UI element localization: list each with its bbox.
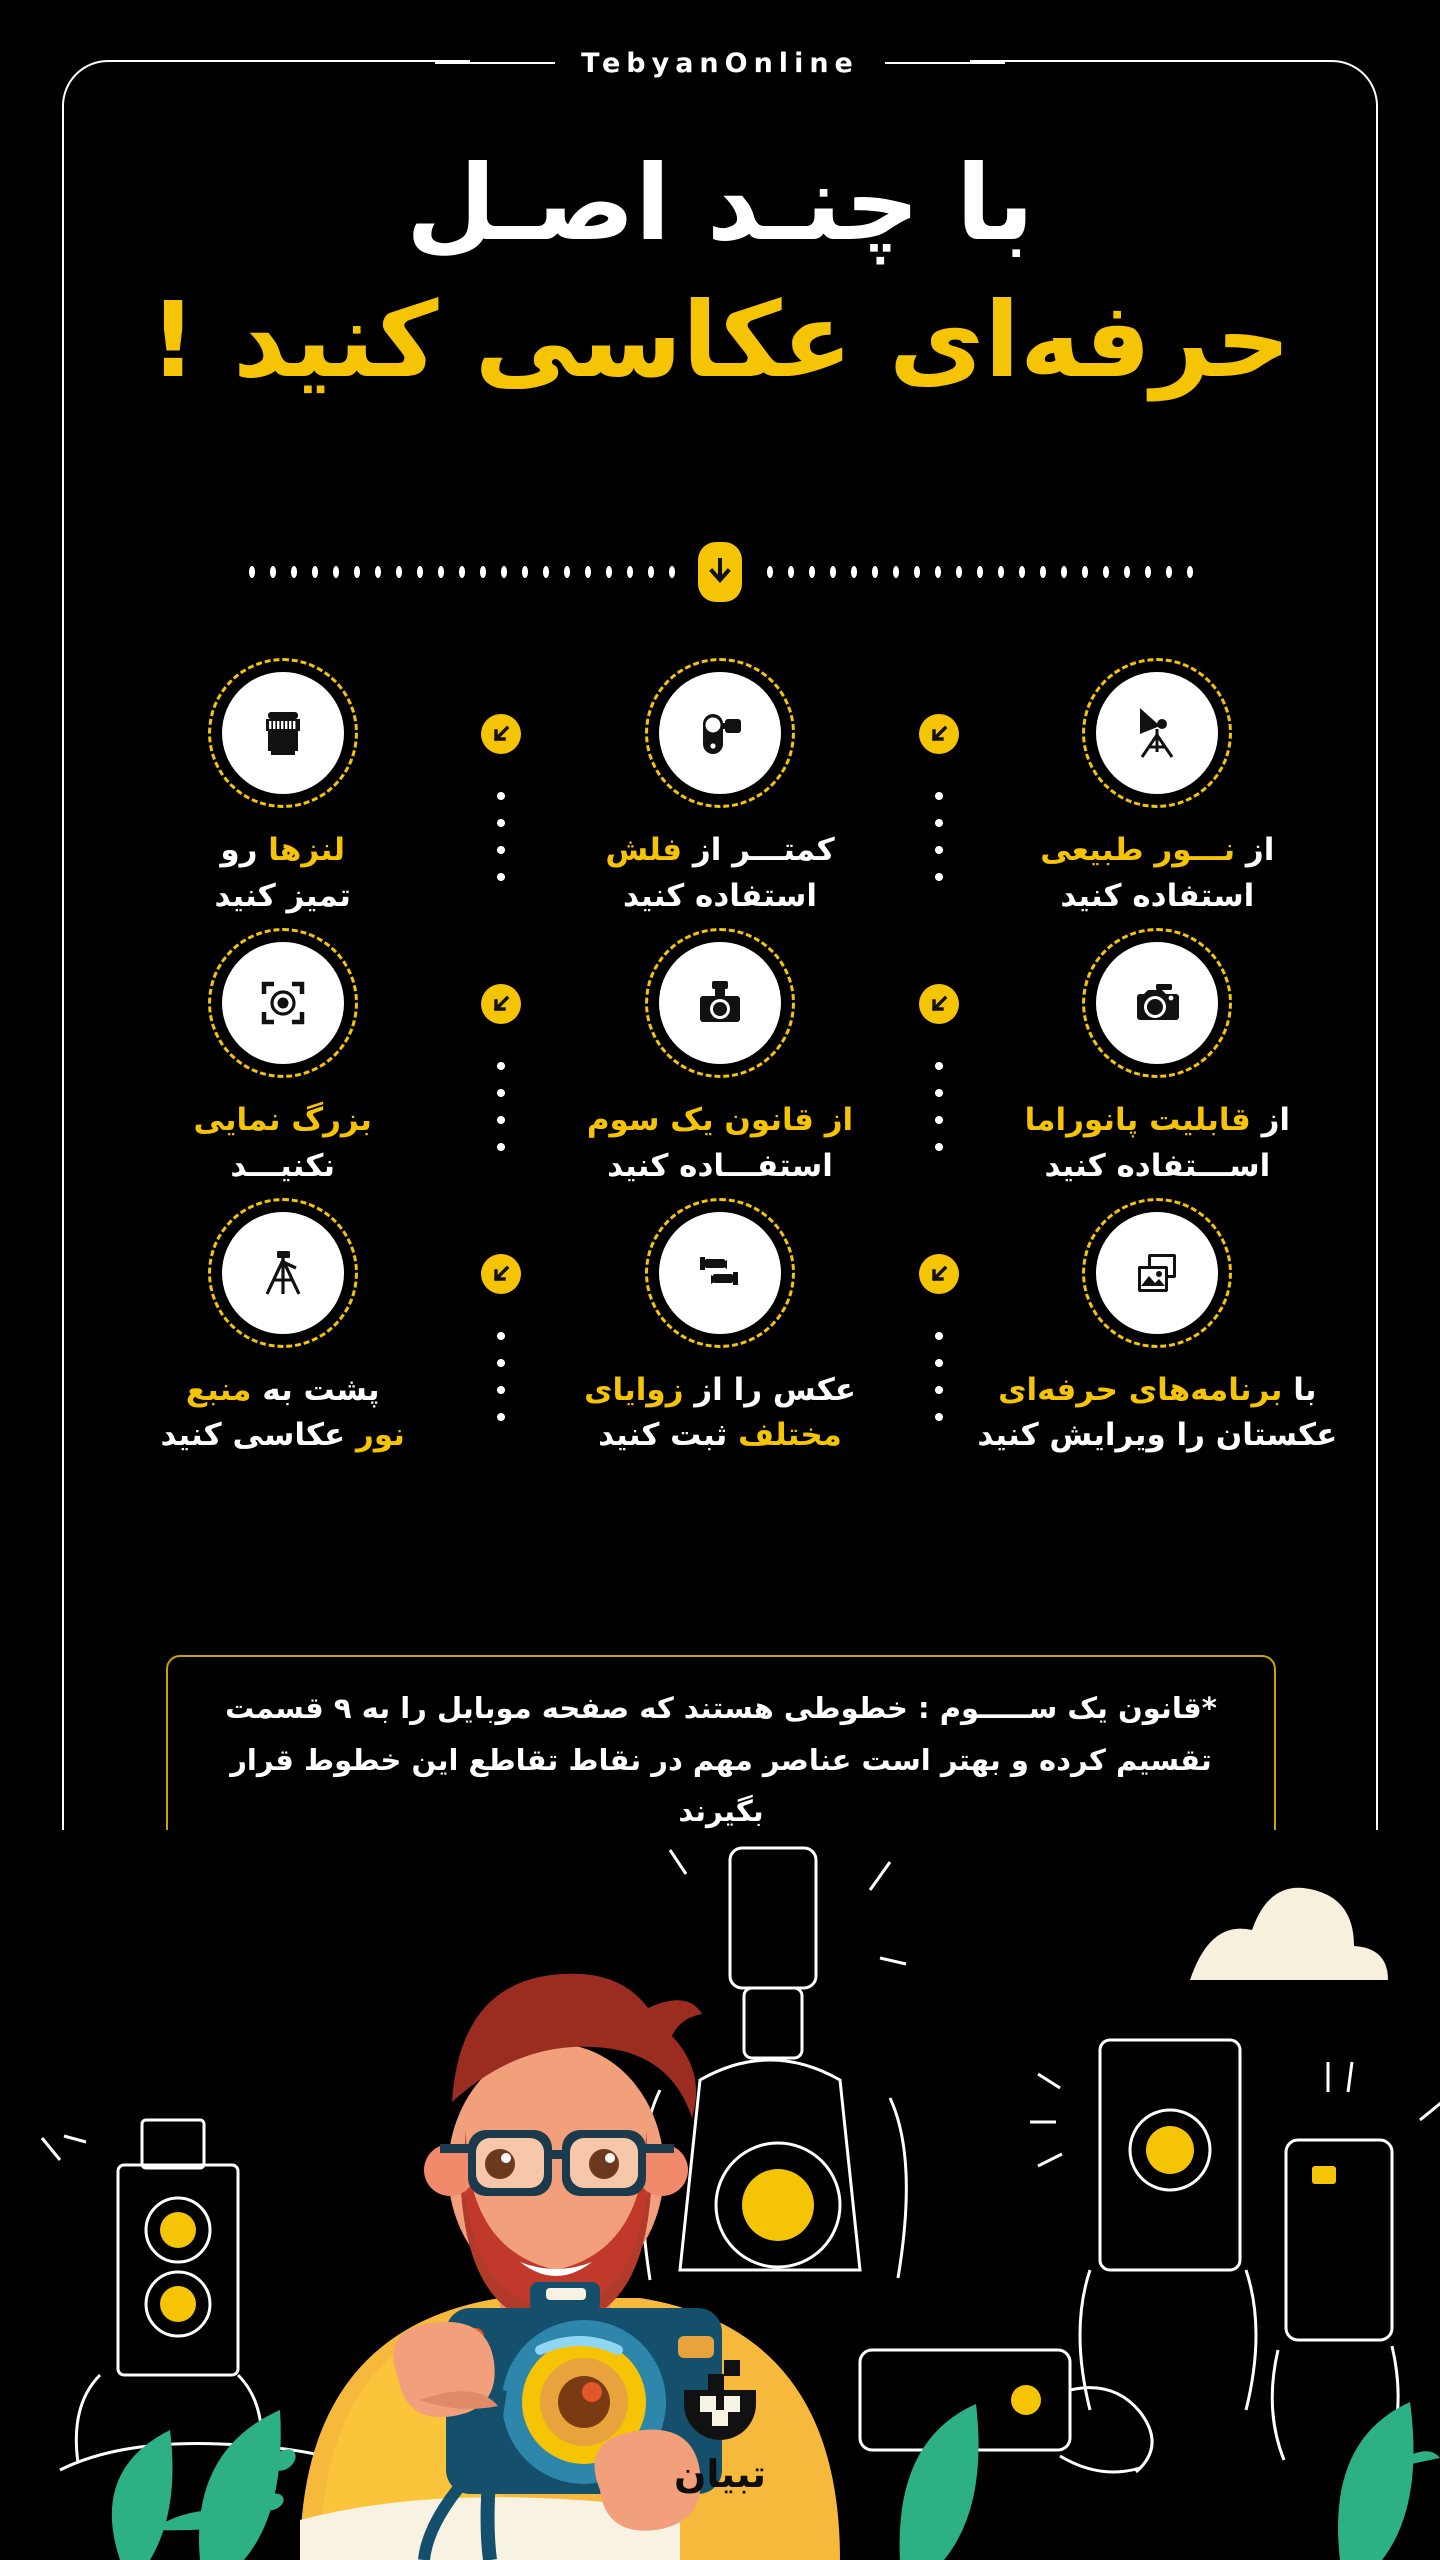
tip-line1-yellow: از قانون یک سوم xyxy=(586,1101,854,1138)
tip-label xyxy=(529,1098,910,1190)
dotted-rule-right xyxy=(764,566,1194,578)
character-hand-right xyxy=(595,2430,701,2531)
logo-wordmark: تبیان xyxy=(674,2452,766,2496)
tip-label xyxy=(967,1368,1348,1460)
connector-dots xyxy=(935,1062,943,1170)
tip-label xyxy=(92,828,473,920)
tip-label xyxy=(967,828,1348,920)
tip-line2-yellow: نور xyxy=(355,1417,405,1454)
photographers-illustration xyxy=(0,1830,1440,2560)
tip-line2-white: تمیز کنید xyxy=(214,877,351,914)
arrow-down-icon xyxy=(698,542,742,602)
illustration-svg xyxy=(0,1830,1440,2560)
tip-line2-white: استفـــاده کنید xyxy=(607,1147,833,1184)
brand-name: TebyanOnline xyxy=(581,47,859,79)
tip-label xyxy=(967,1098,1348,1190)
arrow-down-left-icon xyxy=(481,714,521,754)
tip-no-zoom[interactable] xyxy=(92,920,473,1190)
tip-line1-yellow: لنزها xyxy=(268,832,345,868)
arrow-down-left-icon xyxy=(919,1254,959,1294)
studio-light-icon xyxy=(1096,672,1218,794)
dotted-rule-left xyxy=(246,566,676,578)
brand-rule-left xyxy=(435,62,555,64)
tip-rule-of-thirds[interactable] xyxy=(529,920,910,1190)
tip-less-flash[interactable] xyxy=(529,650,910,920)
tip-line2-white: ثبت کنید xyxy=(598,1417,739,1454)
tip-line1-yellow: بزرگ نمایی xyxy=(193,1101,372,1138)
connector-2a xyxy=(911,920,967,1190)
tip-line1-yellow: فلش xyxy=(605,832,683,868)
brand-rule-right xyxy=(885,62,1005,64)
connector-dots xyxy=(497,792,505,900)
tip-pro-editing-apps[interactable] xyxy=(967,1190,1348,1460)
brand-header xyxy=(0,45,1440,81)
tripod-icon xyxy=(222,1212,344,1334)
gallery-images-icon xyxy=(1096,1212,1218,1334)
tip-clean-lenses[interactable] xyxy=(92,650,473,920)
tip-label xyxy=(529,1368,910,1460)
tip-line2-white: استفاده کنید xyxy=(1060,877,1255,914)
camera-lens-icon xyxy=(222,672,344,794)
tips-grid xyxy=(92,650,1348,1459)
tip-line1-yellow: نـــور طبیعی xyxy=(1040,832,1236,868)
connector-dots xyxy=(497,1332,505,1440)
tip-line2-white: نکنیـــد xyxy=(230,1147,335,1184)
title-line-2: حرفه‌ای عکاسی کنید ! xyxy=(149,278,1291,401)
tip-line1-white: پشت به xyxy=(251,1371,380,1408)
tip-label xyxy=(92,1098,473,1190)
tip-back-to-light-source[interactable] xyxy=(92,1190,473,1460)
tip-panorama[interactable] xyxy=(967,920,1348,1190)
tip-label xyxy=(92,1368,473,1460)
arrow-down-left-icon xyxy=(481,1254,521,1294)
tip-line1-white: از xyxy=(1250,1101,1291,1138)
arrow-down-left-icon xyxy=(919,984,959,1024)
page-title xyxy=(0,140,1440,404)
arrow-down-left-icon xyxy=(481,984,521,1024)
connector-2b xyxy=(473,920,529,1190)
tip-line1-white: کمتـــر از xyxy=(682,832,835,868)
tip-line1-white: رو xyxy=(220,832,269,868)
connector-dots xyxy=(935,1332,943,1440)
tip-line2-white: عکستان را ویرایش کنید xyxy=(977,1417,1338,1454)
connector-dots xyxy=(497,1062,505,1170)
tip-line1-white: از xyxy=(1235,832,1275,868)
tip-label xyxy=(529,828,910,920)
video-camera-angles-icon xyxy=(659,1212,781,1334)
camcorder-icon xyxy=(659,672,781,794)
tip-line1-white: عکس را از xyxy=(683,1371,856,1408)
footnote-text: *قانون یک ســـــوم : خطوطی هستند که صفحه موبایل را به ۹ قسمت تقسیم کرده و بهتر است عناصر مهم در نقاط تقاطع این خطوط قرار بگیرند xyxy=(225,1691,1217,1829)
connector-3a xyxy=(911,1190,967,1460)
tip-line2-yellow: مختلف xyxy=(738,1417,842,1454)
connector-1b xyxy=(473,650,529,920)
connector-dots xyxy=(935,792,943,900)
tip-line2-white: اســـتفاده کنید xyxy=(1044,1147,1271,1184)
title-line-1: با چنـد اصـل xyxy=(405,142,1035,264)
tip-line1-white: با xyxy=(1282,1371,1317,1408)
connector-1a xyxy=(911,650,967,920)
camera-flash-icon xyxy=(659,942,781,1064)
section-divider xyxy=(0,540,1440,604)
photo-camera-icon xyxy=(1096,942,1218,1064)
focus-target-icon xyxy=(222,942,344,1064)
tip-line1-yellow: زوایای xyxy=(584,1371,684,1408)
connector-3b xyxy=(473,1190,529,1460)
tip-line2-white: عکاسی کنید xyxy=(160,1417,356,1454)
tip-different-angles[interactable] xyxy=(529,1190,910,1460)
tip-line1-yellow: منبع xyxy=(185,1371,252,1408)
tip-line2-white: استفاده کنید xyxy=(623,877,817,914)
tip-line1-yellow: برنامه‌های حرفه‌ای xyxy=(998,1371,1283,1408)
arrow-down-left-icon xyxy=(919,714,959,754)
tip-natural-light[interactable] xyxy=(967,650,1348,920)
tip-line1-yellow: قابلیت پانوراما xyxy=(1024,1101,1251,1138)
